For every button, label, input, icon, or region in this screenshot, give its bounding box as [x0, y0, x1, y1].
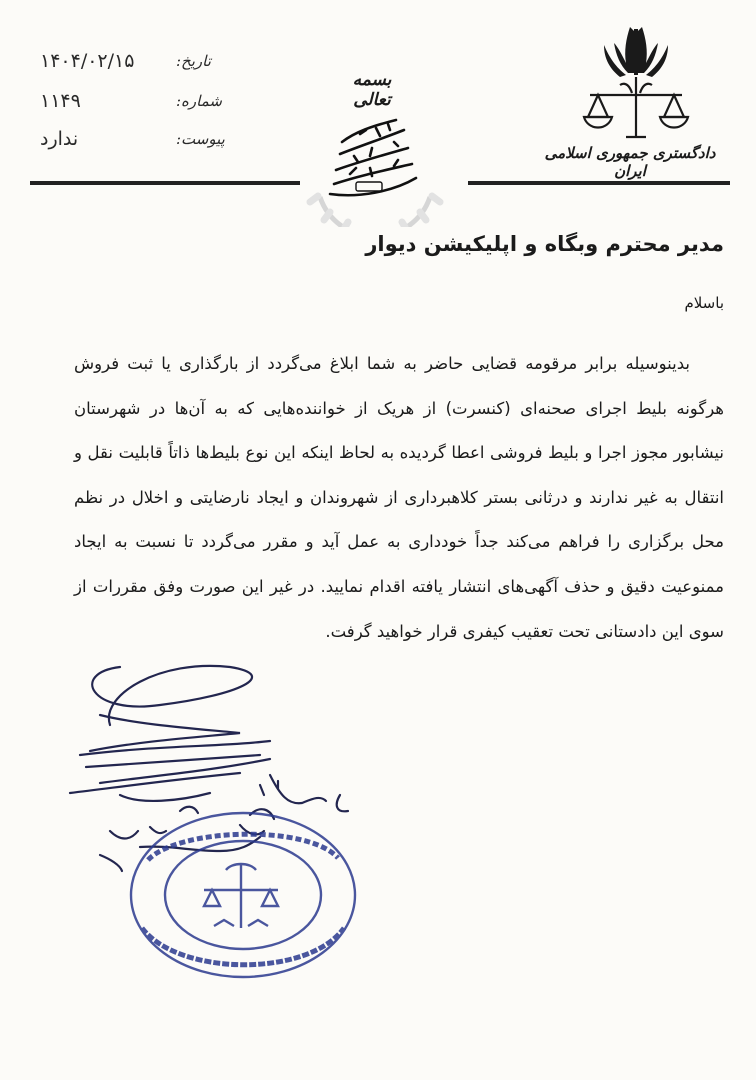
attachment-row [0, 128, 225, 158]
iran-emblem-icon [580, 25, 692, 140]
official-seal [118, 800, 368, 990]
date-label: تاریخ: [176, 52, 211, 70]
letter-body-paragraph: بدینوسیله برابر مرقومه قضایی حاضر به شما ابلاغ می‌گردد از بارگذاری یا ثبت فروش هرگونه بلیط اجرای صحنه‌ای (کنسرت) از هریک از خواننده‌هایی که به آن‌ها در شهرستان نیشابور مجوز اجرا و بلیط فروشی اعطا گردیده به لحاظ اینکه این نوع بلیط‌ها ذاتاً قابلیت نقل و انتقال به غیر ندارند و درثانی بستر کلاهبرداری از شهروندان و ایجاد نارضایتی و اخلال در نظم محل برگزاری را فراهم می‌کند جداً خودداری به عمل آید و مقرر می‌گردد تا نسبت به ایجاد ممنوعیت دقیق و حذف آگهی‌های انتشار یافته اقدام نمایید. در غیر این صورت وفق مقررات از سوی این دادستانی تحت تعقیب کیفری قرار خواهید گرفت. [74, 354, 724, 641]
slogan-seal-logo [300, 112, 450, 227]
greeting-text: باسلام [684, 294, 724, 312]
judiciary-title: دادگستری جمهوری اسلامی ایران [544, 144, 716, 180]
recipient-heading: مدیر محترم وبگاه و اپلیکیشن دیوار [365, 232, 724, 256]
letter-body [74, 342, 724, 654]
date-row [0, 50, 211, 80]
header-rule-left [30, 181, 300, 185]
bismillah-heading: بسمه تعالی [352, 70, 392, 110]
date-value: ۱۴۰۴/۰۲/۱۵ [40, 50, 135, 72]
attachment-label: پیوست: [176, 130, 225, 148]
attachment-value: ندارد [40, 128, 79, 150]
number-row [0, 90, 222, 120]
number-label: شماره: [176, 92, 222, 110]
number-value: ۱۱۴۹ [40, 90, 81, 112]
header-rule-right [468, 181, 730, 185]
